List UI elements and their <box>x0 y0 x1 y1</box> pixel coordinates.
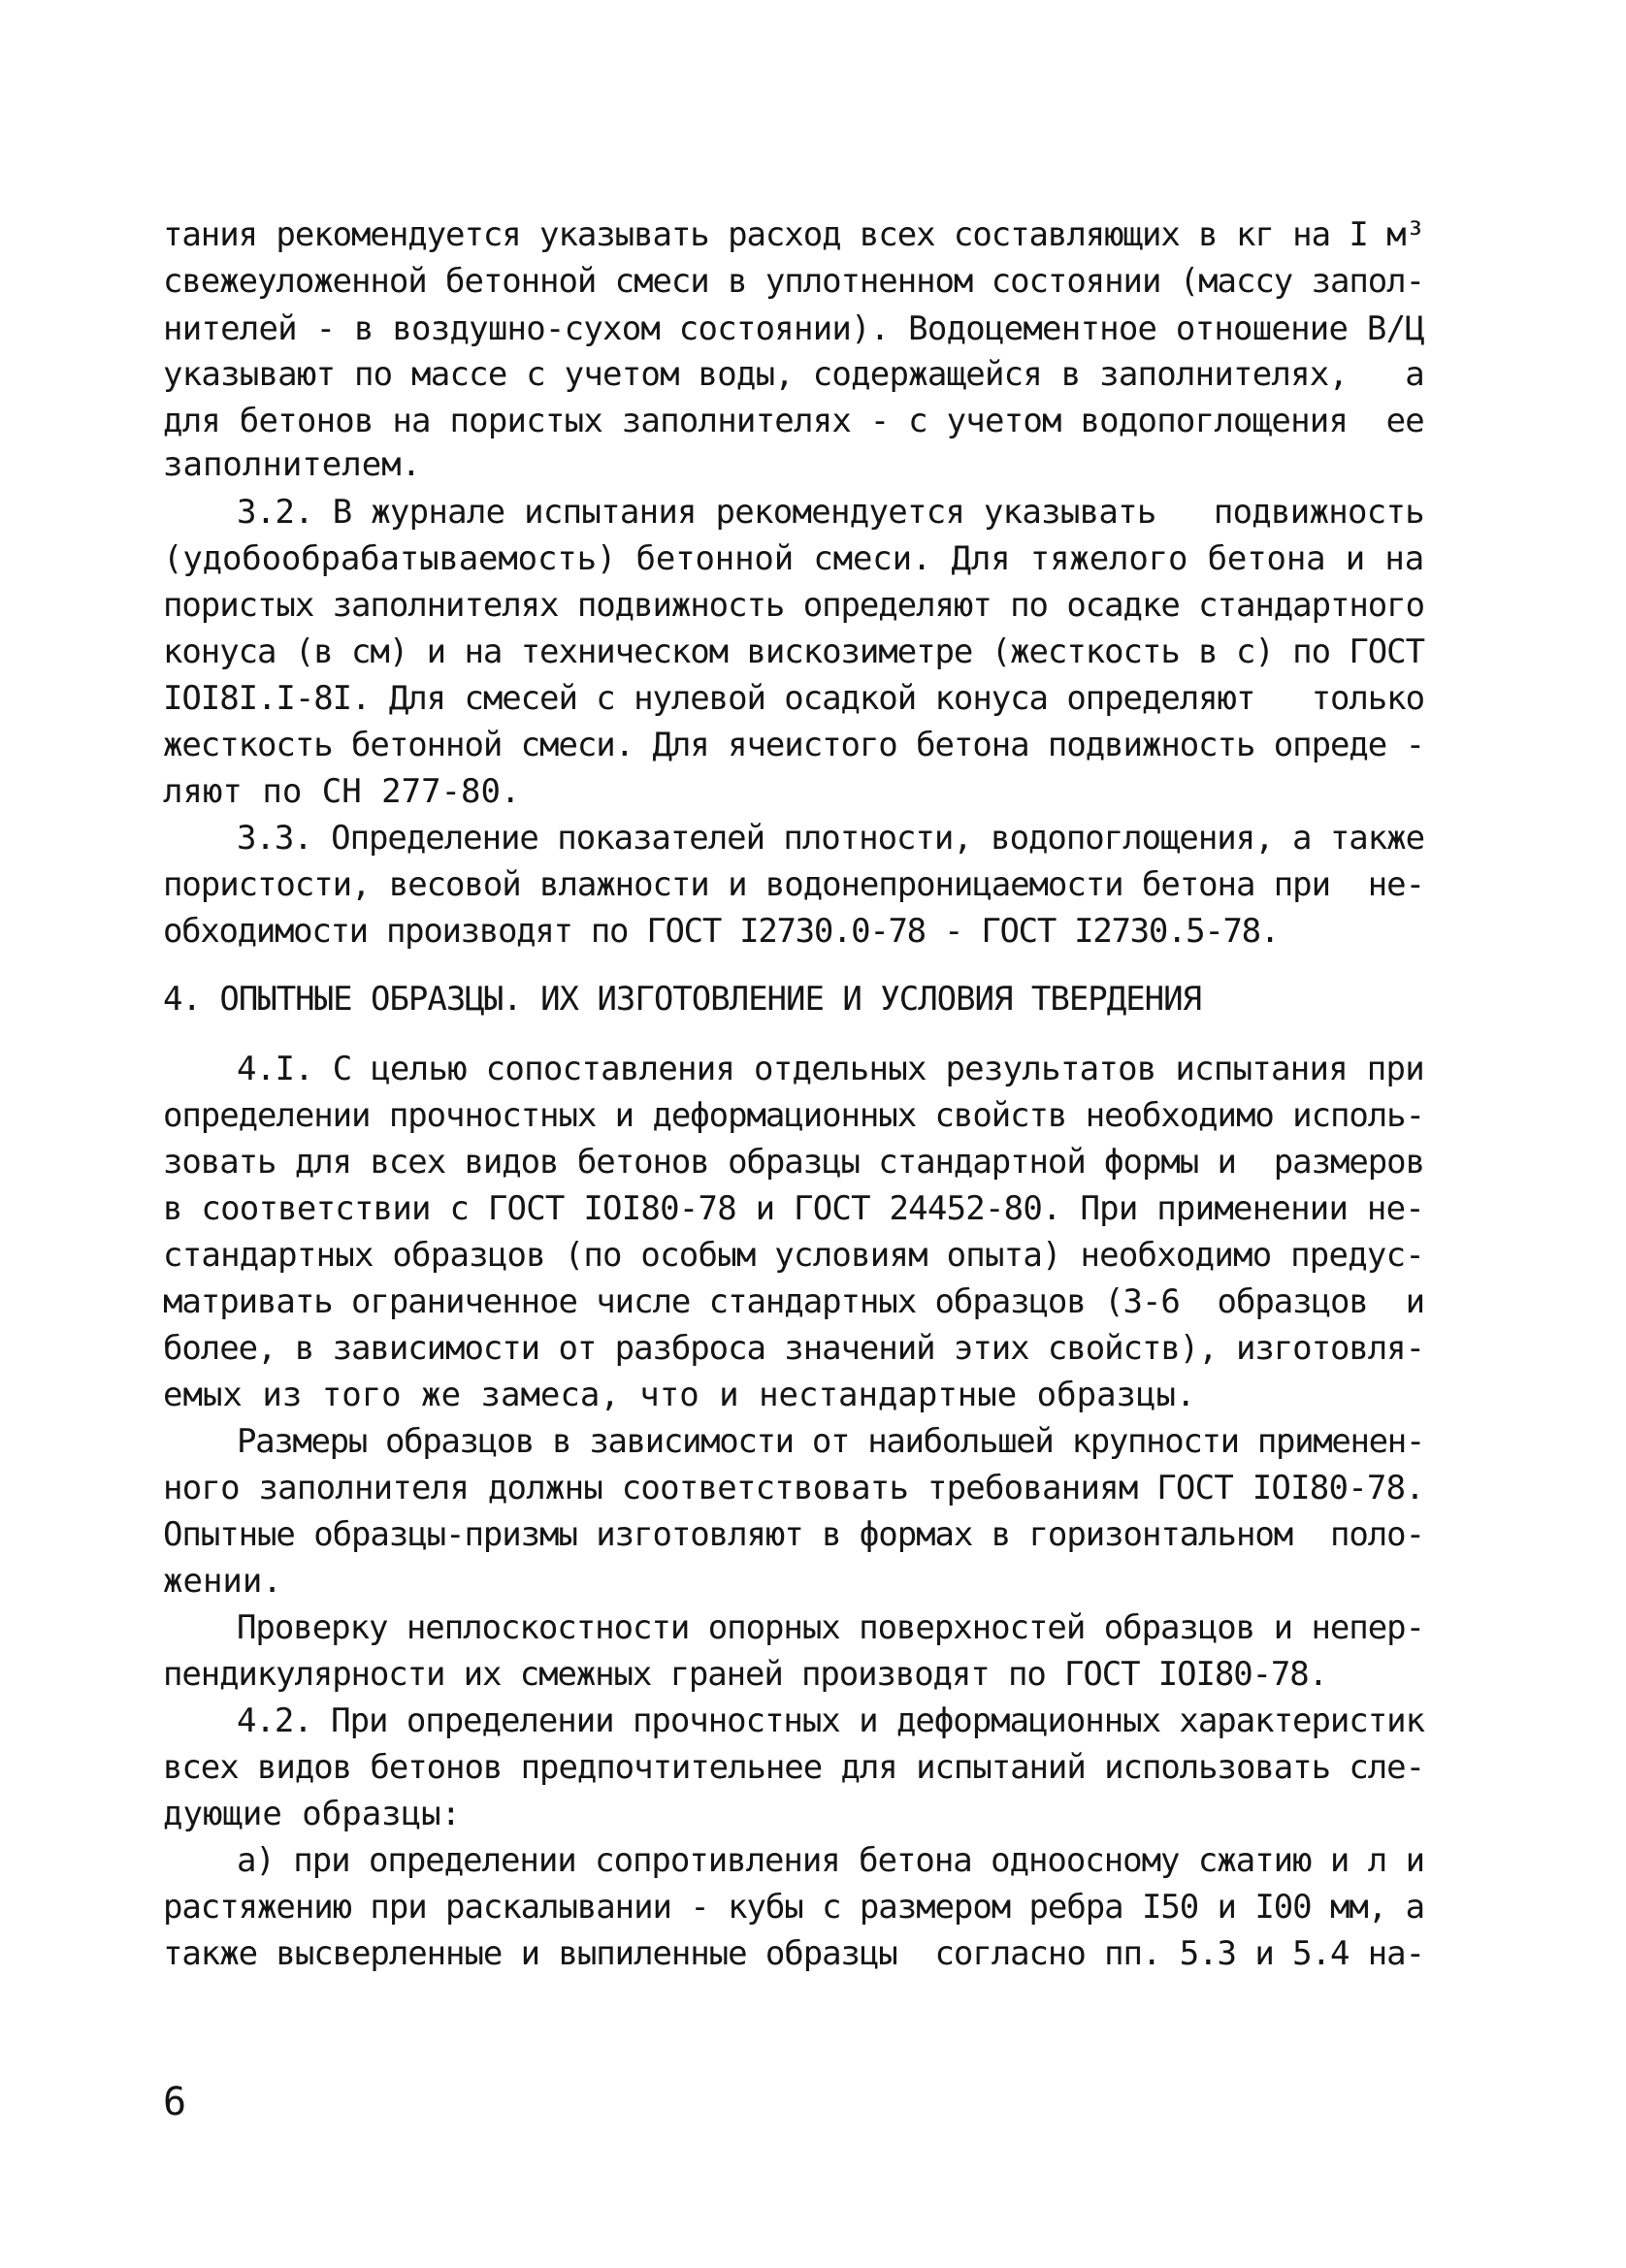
text-line: а) при определении сопротивления бетона одноосному сжатию и л и <box>237 1841 1425 1880</box>
text-line: дующие образцы: <box>163 1795 462 1833</box>
text-line: для бетонов на пористых заполнителях - с учетом водопоглощения ее <box>163 402 1424 440</box>
text-line: пористых заполнителях подвижность определяют по осадке стандартного <box>163 586 1424 625</box>
text-line: обходимости производят по ГОСТ I2730.0-78 - ГОСТ I2730.5-78. <box>163 912 1280 951</box>
text-line: тания рекомендуется указывать расход всех составляющих в кг на I м³ <box>163 215 1424 254</box>
text-line: 3.3. Определение показателей плотности, водопоглощения, а также <box>237 819 1425 858</box>
text-line: указывают по массе с учетом воды, содержащейся в заполнителях, а <box>163 355 1424 394</box>
text-line: заполнителем. <box>163 445 422 484</box>
text-line: 3.2. В журнале испытания рекомендуется указывать подвижность <box>237 493 1424 532</box>
page-number: 6 <box>163 2080 187 2124</box>
text-line: 4.2. При определении прочностных и деформационных характеристик <box>237 1701 1425 1740</box>
text-line: в соответствии с ГОСТ IOI80-78 и ГОСТ 24452-80. При применении не- <box>163 1189 1424 1228</box>
text-line: матривать ограниченное числе стандартных образцов (3-6 образцов и <box>163 1282 1424 1321</box>
text-line: IOI8I.I-8I. Для смесей с нулевой осадкой конуса определяют только <box>163 679 1424 718</box>
text-line: всех видов бетонов предпочтительнее для испытаний использовать сле- <box>163 1748 1424 1787</box>
text-line: более, в зависимости от разброса значений этих свойств), изготовля- <box>163 1329 1424 1368</box>
text-line: ного заполнителя должны соответствовать требованиям ГОСТ IOI80-78. <box>163 1469 1424 1507</box>
text-line: зовать для всех видов бетонов образцы стандартной формы и размеров <box>163 1143 1424 1182</box>
text-line: ляют по СН 277-80. <box>163 772 521 811</box>
text-line: 4.I. С целью сопоставления отдельных результатов испытания при <box>237 1050 1424 1088</box>
text-line: свежеуложенной бетонной смеси в уплотненном состоянии (массу запол- <box>163 262 1424 301</box>
text-line: (удобообрабатываемость) бетонной смеси. Для тяжелого бетона и на <box>163 539 1425 578</box>
text-line: Проверку неплоскостности опорных поверхностей образцов и непер- <box>237 1608 1425 1647</box>
text-line: жесткость бетонной смеси. Для ячеистого бетона подвижность опреде - <box>163 726 1424 764</box>
text-line: растяжению при раскалывании - кубы с размером ребра I50 и I00 мм, а <box>163 1888 1424 1927</box>
text-line: пендикулярности их смежных граней производят по ГОСТ IOI80-78. <box>163 1655 1327 1694</box>
text-line: нителей - в воздушно-сухом состоянии). Водоцементное отношение В/Ц <box>163 309 1424 348</box>
text-line: также высверленные и выпиленные образцы согласно пп. 5.3 и 5.4 на- <box>163 1934 1424 1973</box>
text-line: конуса (в см) и на техническом вискозиметре (жесткость в с) по ГОСТ <box>163 632 1424 671</box>
text-line: определении прочностных и деформационных свойств необходимо исполь- <box>163 1096 1424 1135</box>
text-line: Размеры образцов в зависимости от наибольшей крупности применен- <box>237 1422 1424 1461</box>
text-line: стандартных образцов (по особым условиям опыта) необходимо предус- <box>163 1236 1424 1275</box>
text-line: пористости, весовой влажности и водонепроницаемости бетона при не- <box>163 865 1424 904</box>
section-heading: 4. ОПЫТНЫЕ ОБРАЗЦЫ. ИХ ИЗГОТОВЛЕНИЕ И УСЛОВИЯ ТВЕРДЕНИЯ <box>163 980 1202 1019</box>
text-line: Опытные образцы-призмы изготовляют в формах в горизонтальном поло- <box>163 1515 1424 1554</box>
text-line: жении. <box>163 1562 282 1601</box>
text-line: емых из того же замеса, что и нестандартные образцы. <box>163 1376 1196 1414</box>
